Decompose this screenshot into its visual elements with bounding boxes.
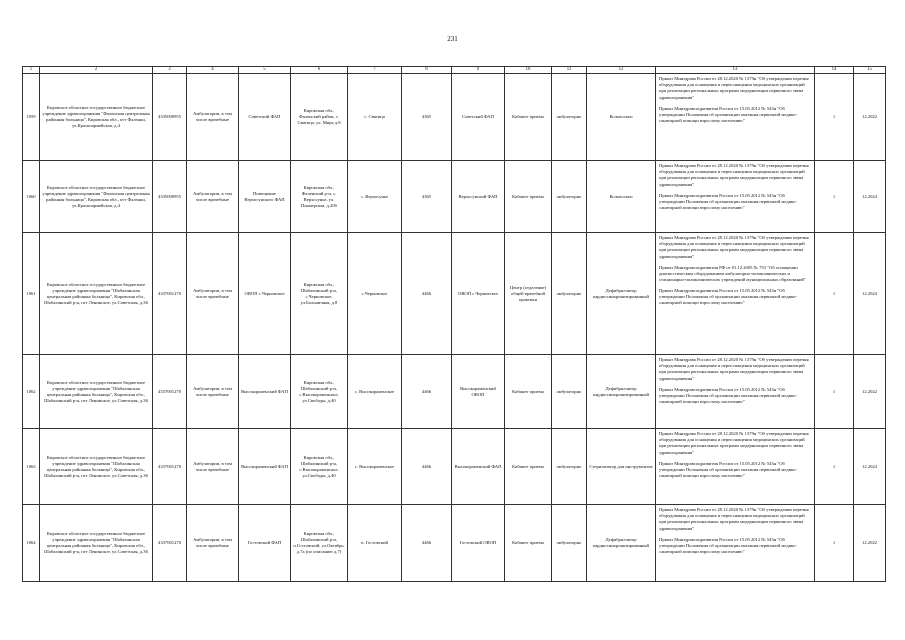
locality-cell: с.Черновское [348,233,402,355]
facility-type-cell: Амбулатории, в том числе врачебные [187,355,239,429]
row-number-cell: 1059 [23,74,40,161]
regulatory-docs-cell [656,74,815,161]
room-cell: Кабинет приема [505,355,552,429]
page-number: 231 [447,35,458,43]
regulatory-doc: Приказ Минздрава России от 28.12.2020 № 1379н "Об утверждении перечня оборудования для оснащения и переоснащения медицинских организаций при реализации региональных программ модернизации первичного звена здравоохранения" [659,431,809,455]
column-number: 13 [656,67,815,74]
inn-cell: 4337001270 [153,429,187,505]
regulatory-doc: Приказ Минздравсоцразвития России от 15.05.2012 № 543н "Об утверждении Положения об организации оказания первичной медико-санитарной помощи взрослому населению" [659,192,797,210]
oktmo-code-cell: 4466 [402,355,452,429]
unit-cell: Высокораменский ФАП [239,429,291,505]
organization-cell: Кировское областное государственное бюджетное учреждение здравоохранения "Фаленская центральная районная больница", Кировская обл., пгт Фаленки, ул.Красноармейская, д.4 [40,161,153,233]
facility-name-cell: ОВОП с.Черновское [452,233,505,355]
table-body [23,67,886,582]
facility-type-cell: Амбулатории, в том числе врачебные [187,429,239,505]
address-cell: Кировская обл., Шабалинский р-н, с.Высокораменское, ул.Свободы, д.40 [291,355,348,429]
equipment-cell: Стерилизатор для инструментов [587,429,656,505]
organization-cell: Кировское областное государственное бюджетное учреждение здравоохранения "Шабалинская центральная районная больница", Кировская обл., Шабалинский р-н, пгт Ленинское, ул.Советская, д.36 [40,429,153,505]
regulatory-docs-cell [656,429,815,505]
equipment-register-table [22,66,886,582]
oktmo-code-cell: 4466 [402,429,452,505]
regulatory-docs-cell [656,505,815,582]
regulatory-doc: Приказ Минздрава России от 28.12.2020 № 1379н "Об утверждении перечня оборудования для оснащения и переоснащения медицинских организаций при реализации региональных программ модернизации первичного звена здравоохранения" [659,235,809,259]
room-cell: Кабинет приема [505,505,552,582]
equipment-cell: Дефибриллятор кардиосинхронизированный [587,355,656,429]
column-number: 8 [402,67,452,74]
unit-cell: Гостовский ФАП [239,505,291,582]
facility-name-cell: Гостовский ОВОП [452,505,505,582]
care-type-cell: амбулаторно [552,355,587,429]
deadline-cell: 12.2024 [854,161,886,233]
address-cell: Кировская обл., Фаленский район, с. Святица, ул. Мира д.8 [291,74,348,161]
regulatory-docs-cell [656,355,815,429]
quantity-cell: 1 [815,505,854,582]
table-row [23,74,886,161]
inn-cell: 4335000955 [153,74,187,161]
table-row [23,161,886,233]
facility-type-cell: Амбулатории, в том числе врачебные [187,505,239,582]
locality-cell: п. Гостовский [348,505,402,582]
column-number: 3 [153,67,187,74]
oktmo-code-cell: 4365 [402,161,452,233]
regulatory-doc: Приказ Минздрава России от 28.12.2020 № 1379н "Об утверждении перечня оборудования для оснащения и переоснащения медицинских организаций при реализации региональных программ модернизации первичного звена здравоохранения" [659,163,809,187]
inn-cell: 4335000955 [153,161,187,233]
organization-cell: Кировское областное государственное бюджетное учреждение здравоохранения "Шабалинская центральная районная больница", Кировская обл., Шабалинский р-н, пгт Ленинское, ул.Советская, д.36 [40,233,153,355]
regulatory-doc: Приказ Минздрава России от 28.12.2020 № 1379н "Об утверждении перечня оборудования для оснащения и переоснащения медицинских организаций при реализации региональных программ модернизации первичного звена здравоохранения" [659,357,809,381]
regulatory-doc: Приказ Минздрава России от 28.12.2020 № 1379н "Об утверждении перечня оборудования для оснащения и переоснащения медицинских организаций при реализации региональных программ модернизации первичного звена здравоохранения" [659,76,809,100]
oktmo-code-cell: 4365 [402,74,452,161]
quantity-cell: 1 [815,233,854,355]
row-number-cell: 1061 [23,233,40,355]
locality-cell: с. Высокораменское [348,429,402,505]
oktmo-code-cell: 4466 [402,233,452,355]
column-number: 4 [187,67,239,74]
column-number: 6 [291,67,348,74]
equipment-cell: Кольпоскоп [587,74,656,161]
unit-cell: Советский ФАП [239,74,291,161]
column-number-row [23,67,886,74]
oktmo-code-cell: 4466 [402,505,452,582]
table-row [23,505,886,582]
locality-cell: с. Святица [348,74,402,161]
inn-cell: 4337001270 [153,505,187,582]
column-number: 14 [815,67,854,74]
deadline-cell: 12.2022 [854,355,886,429]
regulatory-doc: Приказ Минздравсоцразвития России от 15.05.2012 № 543н "Об утверждении Положения об организации оказания первичной медико-санитарной помощи взрослому населению" [659,287,797,305]
equipment-cell: Дефибриллятор кардиосинхронизированный [587,505,656,582]
column-number: 11 [552,67,587,74]
organization-cell: Кировское областное государственное бюджетное учреждение здравоохранения "Шабалинская центральная районная больница", Кировская обл., Шабалинский р-н, пгт Ленинское, ул.Советская, д.36 [40,505,153,582]
table-row [23,233,886,355]
address-cell: Кировская обл., Шабалинский р-н, с.Черновское, ул.Больничная, д.8 [291,233,348,355]
regulatory-doc: Приказ Минздравсоцразвития РФ от 01.12.2005 № 753 "Об оснащении диагностическим оборудованием амбулаторно-поликлинических и стационарно-поликлинических учреждений муниципальных образований" [659,264,806,282]
care-type-cell: амбулаторно [552,74,587,161]
regulatory-doc: Приказ Минздравсоцразвития России от 15.05.2012 № 543н "Об утверждении Положения об организации оказания первичной медико-санитарной помощи взрослому населению" [659,536,797,554]
quantity-cell: 1 [815,161,854,233]
regulatory-doc: Приказ Минздрава России от 28.12.2020 № 1379н "Об утверждении перечня оборудования для оснащения и переоснащения медицинских организаций при реализации региональных программ модернизации первичного звена здравоохранения" [659,507,809,531]
room-cell: Кабинет приема [505,161,552,233]
care-type-cell: амбулаторно [552,429,587,505]
quantity-cell: 1 [815,429,854,505]
care-type-cell: амбулаторно [552,505,587,582]
deadline-cell: 12.2022 [854,505,886,582]
regulatory-docs-cell [656,161,815,233]
row-number-cell: 1064 [23,505,40,582]
facility-name-cell: Высокораменский ФАП [452,429,505,505]
inn-cell: 4337001270 [153,233,187,355]
column-number: 5 [239,67,291,74]
address-cell: Кировская обл., Фаленский р-н, с. Верхосунье, ул. Пионерская, д.20б [291,161,348,233]
address-cell: Кировская обл., Шабалинский р-н, п.Гостовский, ул.Октябрь, д.7а (по описанию д.7) [291,505,348,582]
unit-cell: Помещение Верхосунского ФАП [239,161,291,233]
deadline-cell: 12.2022 [854,74,886,161]
equipment-cell: Дефибриллятор кардиосинхронизированный [587,233,656,355]
column-number: 7 [348,67,402,74]
deadline-cell: 12.2024 [854,233,886,355]
regulatory-doc: Приказ Минздравсоцразвития России от 15.05.2012 № 543н "Об утверждении Положения об организации оказания первичной медико-санитарной помощи взрослому населению" [659,386,797,404]
regulatory-docs-cell [656,233,815,355]
row-number-cell: 1063 [23,429,40,505]
facility-name-cell: Советский ФАП [452,74,505,161]
unit-cell: ОВОП с.Черновское [239,233,291,355]
care-type-cell: амбулаторно [552,233,587,355]
inn-cell: 4337001270 [153,355,187,429]
column-number: 12 [587,67,656,74]
row-number-cell: 1060 [23,161,40,233]
quantity-cell: 1 [815,74,854,161]
regulatory-doc: Приказ Минздравсоцразвития России от 15.05.2012 № 543н "Об утверждении Положения об организации оказания первичной медико-санитарной помощи взрослому населению" [659,460,797,478]
facility-type-cell: Амбулатории, в том числе врачебные [187,74,239,161]
locality-cell: с. Высокораменское [348,355,402,429]
row-number-cell: 1062 [23,355,40,429]
room-cell: Центр (отделение) общей врачебной практики [505,233,552,355]
room-cell: Кабинет приема [505,429,552,505]
address-cell: Кировская обл., Шабалинский р-н, с.Высокораменское, ул.Свободы, д.40 [291,429,348,505]
column-number: 2 [40,67,153,74]
column-number: 10 [505,67,552,74]
column-number: 1 [23,67,40,74]
table-row [23,355,886,429]
regulatory-doc: Приказ Минздравсоцразвития России от 15.05.2012 № 543н "Об утверждении Положения об организации оказания первичной медико-санитарной помощи взрослому населению" [659,105,797,123]
facility-name-cell: Высокораменский ОВОП [452,355,505,429]
facility-name-cell: Верхосунский ФАП [452,161,505,233]
facility-type-cell: Амбулатории, в том числе врачебные [187,233,239,355]
column-number: 9 [452,67,505,74]
table-row [23,429,886,505]
unit-cell: Высокораменский ФАП [239,355,291,429]
care-type-cell: амбулаторно [552,161,587,233]
deadline-cell: 12.2024 [854,429,886,505]
equipment-cell: Кольпоскоп [587,161,656,233]
room-cell: Кабинет приема [505,74,552,161]
locality-cell: с. Верхосунье [348,161,402,233]
organization-cell: Кировское областное государственное бюджетное учреждение здравоохранения "Фаленская центральная районная больница", Кировская обл., пгт Фаленки, ул.Красноармейская, д.4 [40,74,153,161]
organization-cell: Кировское областное государственное бюджетное учреждение здравоохранения "Шабалинская центральная районная больница", Кировская обл., Шабалинский р-н, пгт Ленинское, ул.Советская, д.36 [40,355,153,429]
quantity-cell: 1 [815,355,854,429]
column-number: 15 [854,67,886,74]
facility-type-cell: Амбулатории, в том числе врачебные [187,161,239,233]
